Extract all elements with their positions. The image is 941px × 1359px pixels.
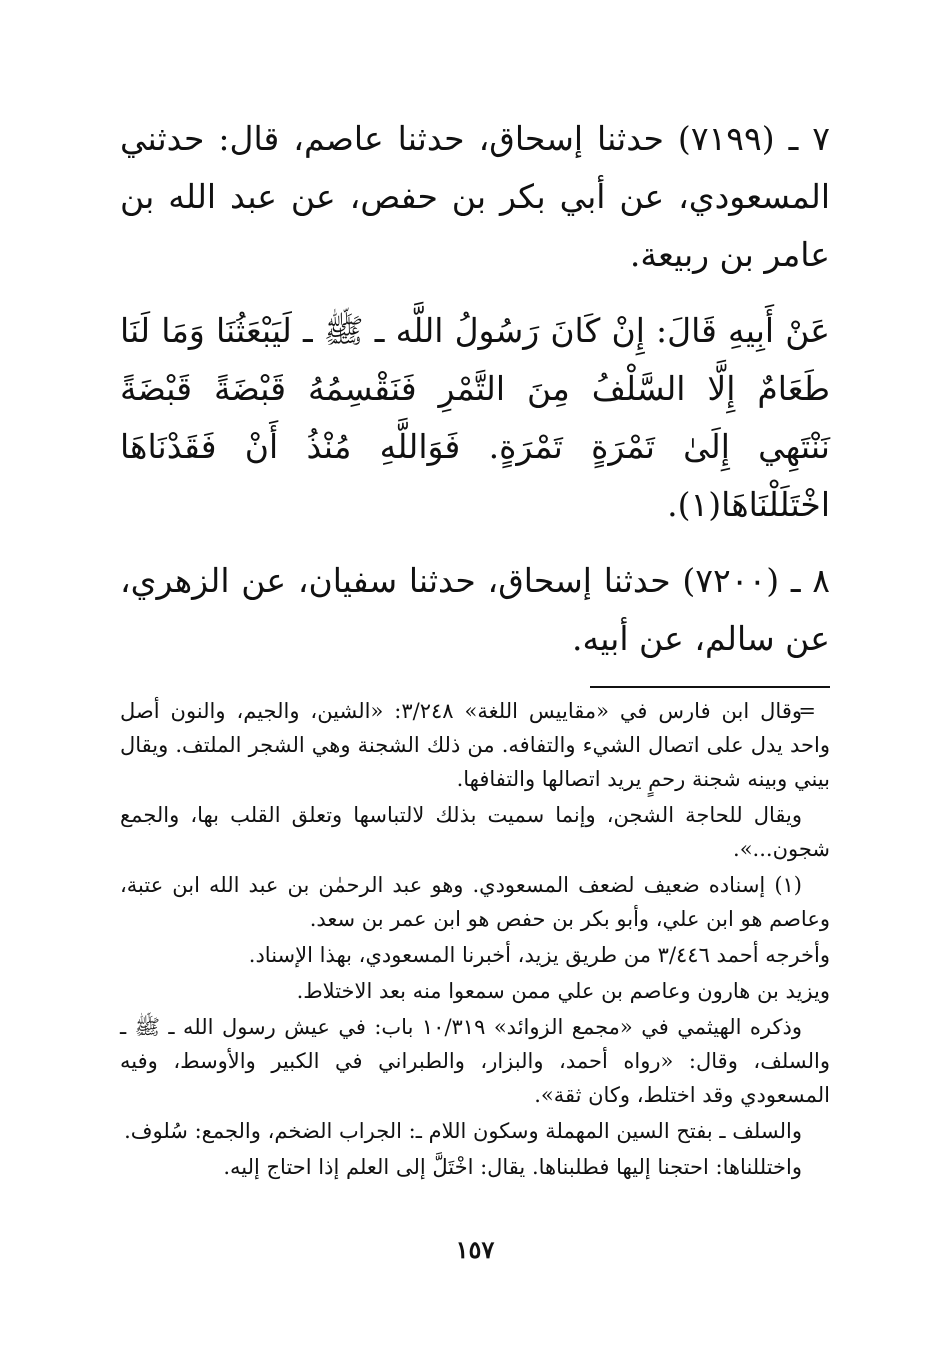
footnote-divider [590, 686, 830, 688]
footnote-paragraph: ويقال للحاجة الشجن، وإنما سميت بذلك لالتباسها وتعلق القلب بها، والجمع شجون...». [120, 803, 830, 861]
main-text [120, 110, 830, 668]
footnote-paragraph: والسلف ـ بفتح السين المهملة وسكون اللام ـ: الجراب الضخم، والجمع: سُلوف. [124, 1119, 802, 1143]
hadith-7199-text: عَنْ أَبِيهِ قَالَ: إِنْ كَانَ رَسُولُ اللَّه ـ ﷺ ـ لَيَبْعَثُنَا وَمَا لَنَا طَعَامٌ إِلَّا السَّلْفُ مِنَ التَّمْرِ فَنَقْسِمُهُ قَبْضَةً قَبْضَةً نَنْتَهِي إِلَىٰ تَمْرَةٍ تَمْرَةٍ. فَوَاللَّهِ مُنْذُ أَنْ فَقَدْنَاهَا اخْتَلَلْنَاهَا(١). [120, 311, 830, 524]
page-number: ١٥٧ [455, 1235, 495, 1264]
footnote-paragraph: (١) إسناده ضعيف لضعف المسعودي. وهو عبد الرحمٰن بن عبد الله ابن عتبة، وعاصم هو ابن علي، وأبو بكر بن حفص هو ابن عمر بن سعد. [120, 873, 830, 931]
book-page [120, 110, 830, 1330]
hadith-7199-chain: ٧ ـ (٧١٩٩) حدثنا إسحاق، حدثنا عاصم، قال: حدثني المسعودي، عن أبي بكر بن حفص، عن عبد الله بن عامر بن ربيعة. [120, 119, 830, 274]
footnote-paragraph: واختللناها: احتجنا إليها فطلبناها. يقال: اخْتَلَّ إلى العلم إذا احتاج إليه. [223, 1155, 802, 1179]
footnote-paragraph: وقال ابن فارس في «مقاييس اللغة» ٣/٢٤٨: «الشين، والجيم، والنون أصل واحد يدل على اتصال الشيء والتفافه. من ذلك الشجنة وهي الشجر الملتف. ويقال بيني وبينه شجنة رحمٍ يريد اتصالها والتفافها. [120, 699, 830, 791]
footnotes [120, 694, 830, 1184]
hadith-7200-chain: ٨ ـ (٧٢٠٠) حدثنا إسحاق، حدثنا سفيان، عن الزهري، عن سالم، عن أبيه. [120, 561, 831, 658]
footnote-paragraph: ويزيد بن هارون وعاصم بن علي ممن سمعوا منه بعد الاختلاط. [296, 979, 830, 1003]
footnote-paragraph: وذكره الهيثمي في «مجمع الزوائد» ١٠/٣١٩ باب: في عيش رسول الله ـ ﷺ ـ والسلف، وقال: «رواه أحمد، والبزار، والطبراني في الكبير والأوسط، وفيه المسعودي وقد اختلط، وكان ثقة». [120, 1015, 830, 1107]
footnote-paragraph: وأخرجه أحمد ٣/٤٤٦ من طريق يزيد، أخبرنا المسعودي، بهذا الإسناد. [248, 943, 830, 967]
continuation-mark: = [798, 699, 816, 723]
